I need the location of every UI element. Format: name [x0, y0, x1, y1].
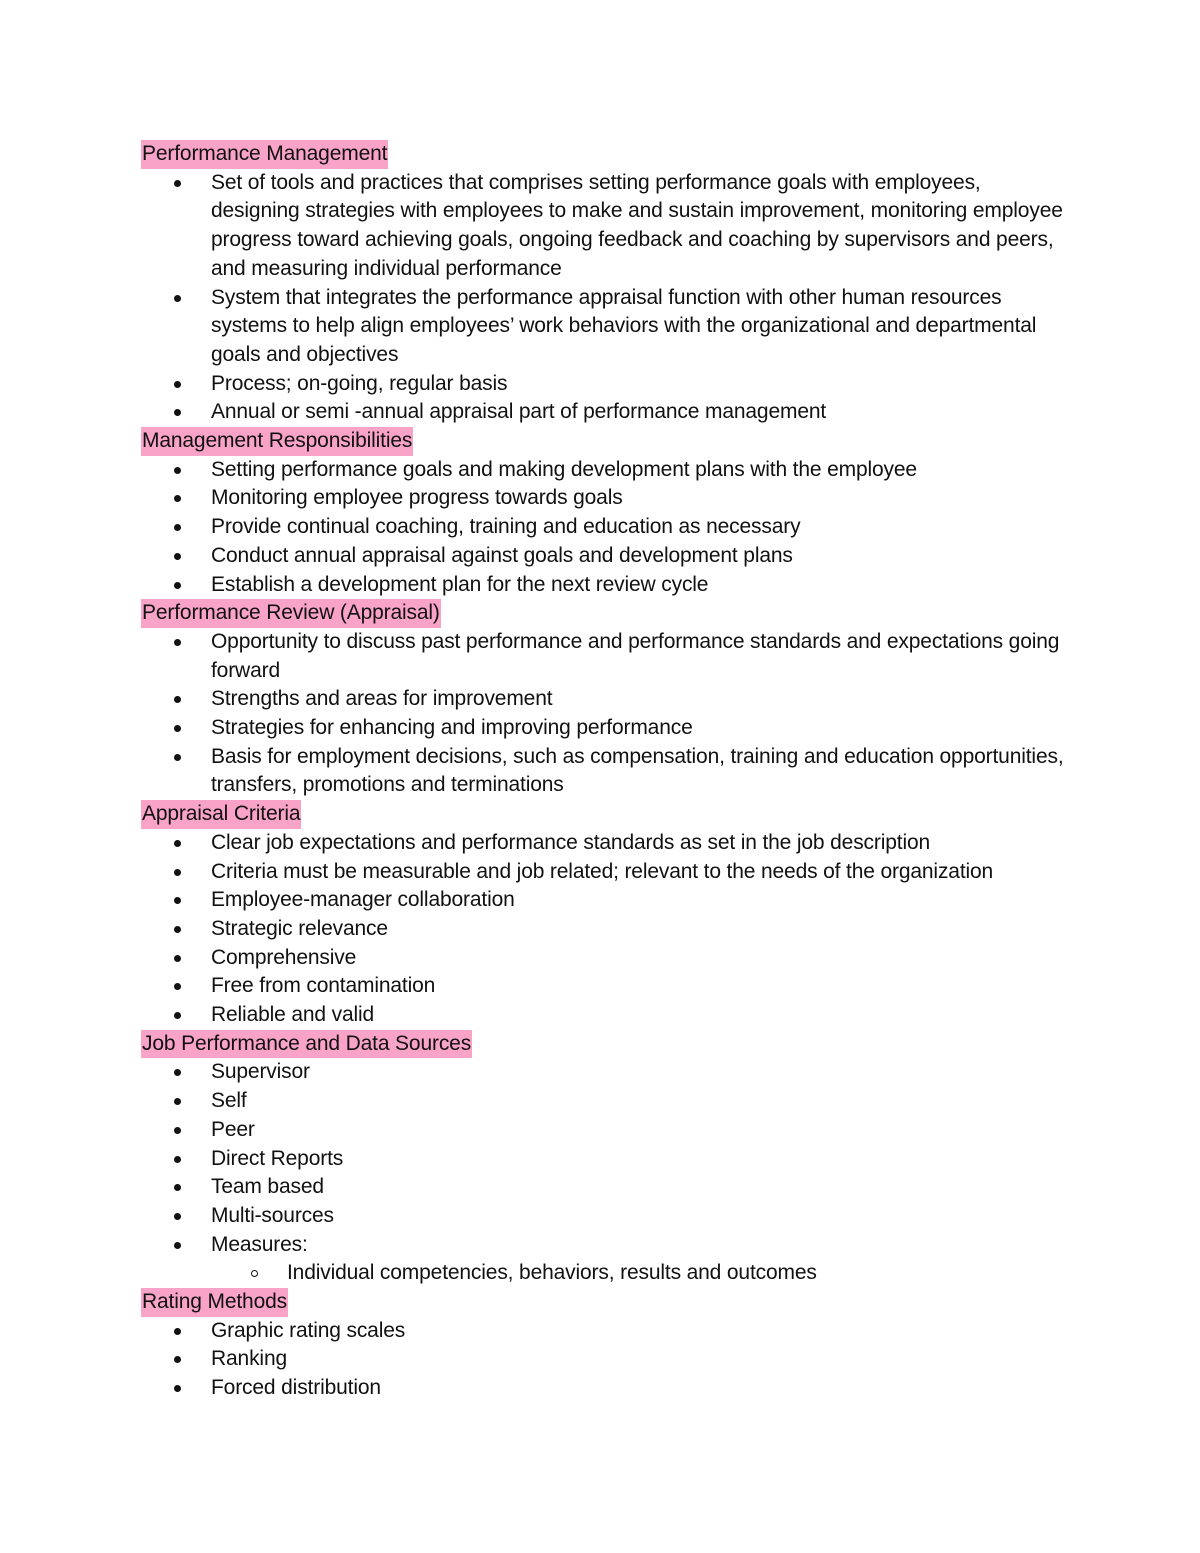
- list-item: [141, 1345, 1071, 1374]
- bullet-icon: [174, 1184, 181, 1191]
- list-item-text: Conduct annual appraisal against goals and development plans: [211, 543, 793, 567]
- section-heading: Rating Methods: [141, 1288, 288, 1317]
- sub-list-item-text: Individual competencies, behaviors, results and outcomes: [287, 1261, 817, 1285]
- sub-list-item: [211, 1259, 1071, 1288]
- bullet-list: [141, 628, 1071, 800]
- list-item: [141, 944, 1071, 973]
- bullet-icon: [174, 409, 181, 416]
- bullet-icon: [174, 955, 181, 962]
- bullet-icon: [174, 869, 181, 876]
- list-item: [141, 1116, 1071, 1145]
- list-item-text: System that integrates the performance appraisal function with other human resources systems to help align employees’ work behaviors with the organizational and departmental goals and objectives: [211, 285, 1037, 366]
- bullet-icon: [174, 1356, 181, 1363]
- section-heading-row: [141, 427, 1071, 456]
- list-item: [141, 685, 1071, 714]
- list-item-text: Annual or semi -annual appraisal part of performance management: [211, 400, 827, 424]
- list-item: [141, 1058, 1071, 1087]
- bullet-icon: [174, 1156, 181, 1163]
- list-item-text: Provide continual coaching, training and education as necessary: [211, 515, 801, 539]
- list-item-text: Setting performance goals and making development plans with the employee: [211, 457, 917, 481]
- bullet-icon: [174, 840, 181, 847]
- section-heading-row: [141, 800, 1071, 829]
- list-item-text: Free from contamination: [211, 974, 436, 998]
- section-heading-row: [141, 1030, 1071, 1059]
- list-item-text: Measures:: [211, 1232, 308, 1256]
- section: [141, 140, 1071, 427]
- bullet-icon: [174, 926, 181, 933]
- list-item: [141, 1001, 1071, 1030]
- bullet-icon: [174, 1385, 181, 1392]
- list-item-text: Comprehensive: [211, 945, 357, 969]
- list-item-text: Monitoring employee progress towards goals: [211, 486, 623, 510]
- bullet-icon: [174, 495, 181, 502]
- document-page: [141, 140, 1071, 1403]
- bullet-icon: [174, 696, 181, 703]
- bullet-icon: [174, 467, 181, 474]
- list-item-text: Opportunity to discuss past performance and performance standards and expectations going forward: [211, 629, 1060, 682]
- list-item: [141, 915, 1071, 944]
- list-item-text: Clear job expectations and performance standards as set in the job description: [211, 830, 931, 854]
- list-item: [141, 886, 1071, 915]
- bullet-list: [141, 829, 1071, 1030]
- list-item: [141, 513, 1071, 542]
- bullet-icon: [174, 897, 181, 904]
- sub-bullet-list: [211, 1259, 1071, 1288]
- bullet-icon: [174, 983, 181, 990]
- section: [141, 800, 1071, 1030]
- bullet-icon: [174, 1328, 181, 1335]
- bullet-icon: [174, 295, 181, 302]
- bullet-icon: [174, 1213, 181, 1220]
- hollow-bullet-icon: [251, 1270, 258, 1277]
- bullet-list: [141, 1058, 1071, 1288]
- list-item: [141, 484, 1071, 513]
- list-item: [141, 169, 1071, 284]
- bullet-icon: [174, 381, 181, 388]
- section: [141, 427, 1071, 599]
- bullet-icon: [174, 524, 181, 531]
- list-item-text: Team based: [211, 1175, 324, 1199]
- list-item-text: Forced distribution: [211, 1376, 381, 1400]
- section: [141, 1288, 1071, 1403]
- bullet-icon: [174, 1242, 181, 1249]
- list-item: [141, 1202, 1071, 1231]
- list-item-text: Establish a development plan for the next review cycle: [211, 572, 709, 596]
- list-item-text: Basis for employment decisions, such as compensation, training and education opportunities, transfers, promotions and terminations: [211, 744, 1064, 797]
- section-heading-row: [141, 1288, 1071, 1317]
- list-item-text: Peer: [211, 1117, 255, 1141]
- list-item: [141, 398, 1071, 427]
- list-item: [141, 829, 1071, 858]
- section-heading: Performance Review (Appraisal): [141, 599, 441, 628]
- section-heading-row: [141, 140, 1071, 169]
- list-item: [141, 571, 1071, 600]
- bullet-icon: [174, 553, 181, 560]
- list-item: [141, 628, 1071, 685]
- list-item-text: Strategies for enhancing and improving performance: [211, 716, 693, 740]
- list-item: [141, 1145, 1071, 1174]
- list-item-text: Multi-sources: [211, 1203, 334, 1227]
- list-item: [141, 1374, 1071, 1403]
- list-item: [141, 714, 1071, 743]
- list-item-text: Process; on-going, regular basis: [211, 371, 508, 395]
- bullet-icon: [174, 582, 181, 589]
- bullet-list: [141, 169, 1071, 427]
- section: [141, 599, 1071, 800]
- bullet-icon: [174, 1069, 181, 1076]
- bullet-list: [141, 456, 1071, 600]
- list-item: [141, 370, 1071, 399]
- list-item-text: Set of tools and practices that comprises setting performance goals with employees, designing strategies with employees to make and sustain improvement, monitoring employee progress toward achieving goals, ongoing feedback and coaching by supervisors and peers, and measuring individual performance: [211, 170, 1063, 280]
- list-item-text: Self: [211, 1089, 247, 1113]
- bullet-list: [141, 1317, 1071, 1403]
- section-heading-row: [141, 599, 1071, 628]
- section-heading: Job Performance and Data Sources: [141, 1030, 472, 1059]
- list-item-text: Reliable and valid: [211, 1003, 375, 1027]
- list-item: [141, 858, 1071, 887]
- list-item: [141, 972, 1071, 1001]
- list-item-text: Supervisor: [211, 1060, 310, 1084]
- bullet-icon: [174, 1012, 181, 1019]
- list-item: [141, 1231, 1071, 1288]
- list-item-text: Strategic relevance: [211, 916, 388, 940]
- list-item: [141, 1173, 1071, 1202]
- list-item-text: Direct Reports: [211, 1146, 344, 1170]
- section: [141, 1030, 1071, 1288]
- list-item-text: Employee-manager collaboration: [211, 888, 515, 912]
- list-item: [141, 284, 1071, 370]
- list-item: [141, 743, 1071, 800]
- list-item: [141, 456, 1071, 485]
- bullet-icon: [174, 754, 181, 761]
- list-item-text: Ranking: [211, 1347, 287, 1371]
- list-item: [141, 542, 1071, 571]
- bullet-icon: [174, 1127, 181, 1134]
- bullet-icon: [174, 1098, 181, 1105]
- list-item: [141, 1087, 1071, 1116]
- list-item: [141, 1317, 1071, 1346]
- list-item-text: Criteria must be measurable and job related; relevant to the needs of the organization: [211, 859, 994, 883]
- section-heading: Management Responsibilities: [141, 427, 413, 456]
- bullet-icon: [174, 725, 181, 732]
- section-heading: Performance Management: [141, 140, 388, 169]
- section-heading: Appraisal Criteria: [141, 800, 301, 829]
- list-item-text: Strengths and areas for improvement: [211, 687, 553, 711]
- bullet-icon: [174, 639, 181, 646]
- list-item-text: Graphic rating scales: [211, 1318, 406, 1342]
- bullet-icon: [174, 180, 181, 187]
